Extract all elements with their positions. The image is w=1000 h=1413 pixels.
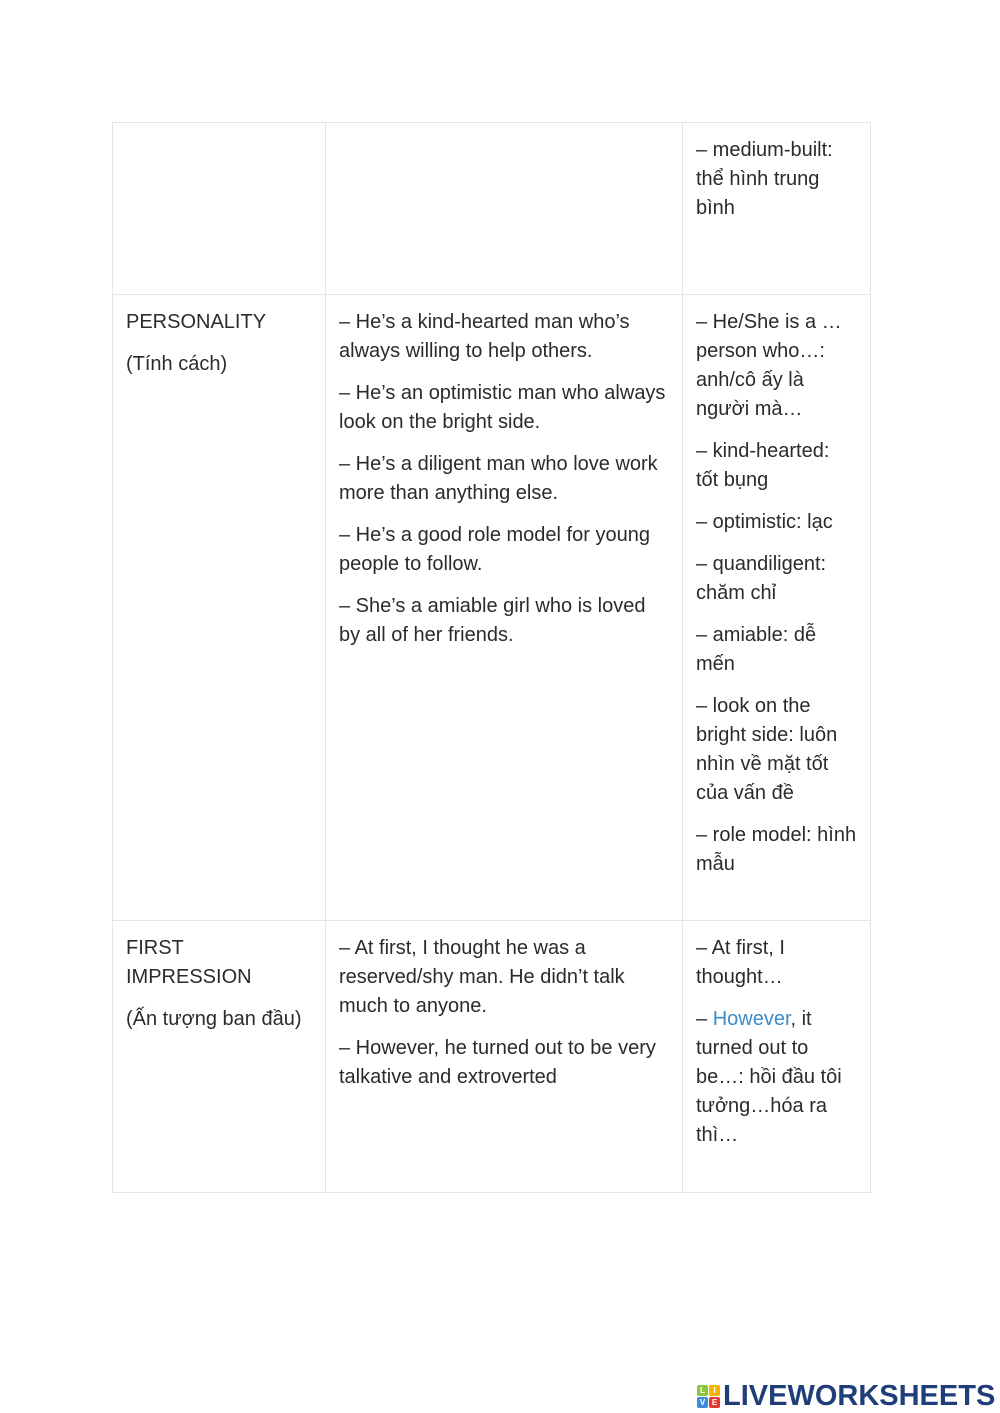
vocab-item bbox=[696, 1005, 857, 1150]
vocab-item: – kind-hearted: tốt bụng bbox=[696, 440, 830, 491]
vocab-prefix: – bbox=[696, 1008, 713, 1030]
vocab-cell bbox=[683, 123, 871, 295]
category-cell bbox=[113, 123, 326, 295]
example-sentence: – He’s a diligent man who love work more than anything else. bbox=[339, 453, 658, 504]
logo-text: LIVEWORKSHEETS bbox=[723, 1380, 996, 1412]
category-cell bbox=[113, 295, 326, 921]
example-sentence: – He’s an optimistic man who always look on the bright side. bbox=[339, 382, 666, 433]
vocab-item: – He/She is a … person who…: anh/cô ấy là người mà… bbox=[696, 311, 842, 420]
category-translation: (Tính cách) bbox=[126, 353, 228, 375]
vocab-item: – At first, I thought… bbox=[696, 937, 785, 988]
however-link[interactable]: However bbox=[712, 1008, 791, 1030]
liveworksheets-logo bbox=[697, 1380, 995, 1413]
table-row-first-impression bbox=[113, 921, 871, 1193]
category-cell bbox=[113, 921, 326, 1193]
vocab-item: – optimistic: lạc bbox=[696, 511, 833, 533]
vocab-item: – medium-built: thể hình trung bình bbox=[696, 139, 833, 219]
table-row-personality bbox=[113, 295, 871, 921]
vocab-rest: , it turned out to be…: hồi đầu tôi tưởng…hóa ra thì… bbox=[696, 1008, 842, 1146]
vocab-item: – quandiligent: chăm chỉ bbox=[696, 553, 827, 604]
example-sentence: – However, he turned out to be very talkative and extroverted bbox=[339, 1037, 656, 1088]
category-translation: (Ấn tượng ban đầu) bbox=[126, 1008, 302, 1030]
vocab-item: – role model: hình mẫu bbox=[696, 824, 857, 875]
live-blocks-icon bbox=[697, 1385, 720, 1408]
category-title: FIRST IMPRESSION bbox=[126, 937, 252, 988]
example-sentence: – He’s a good role model for young people to follow. bbox=[339, 524, 650, 575]
block-v: V bbox=[697, 1397, 708, 1408]
vocab-item: – amiable: dễ mến bbox=[696, 624, 817, 675]
vocab-cell bbox=[683, 921, 871, 1193]
vocab-item: – look on the bright side: luôn nhìn về mặt tốt của vấn đề bbox=[696, 695, 838, 804]
block-e: E bbox=[709, 1397, 720, 1408]
examples-cell bbox=[326, 295, 683, 921]
block-l: L bbox=[697, 1385, 708, 1396]
table-row-physique-continued bbox=[113, 123, 871, 295]
vocabulary-table bbox=[112, 122, 871, 1193]
examples-cell bbox=[326, 123, 683, 295]
category-title: PERSONALITY bbox=[126, 311, 267, 333]
vocab-cell bbox=[683, 295, 871, 921]
block-i: I bbox=[709, 1385, 720, 1396]
example-sentence: – At first, I thought he was a reserved/shy man. He didn’t talk much to anyone. bbox=[339, 937, 625, 1017]
example-sentence: – She’s a amiable girl who is loved by all of her friends. bbox=[339, 595, 646, 646]
example-sentence: – He’s a kind-hearted man who’s always willing to help others. bbox=[339, 311, 630, 362]
examples-cell bbox=[326, 921, 683, 1193]
